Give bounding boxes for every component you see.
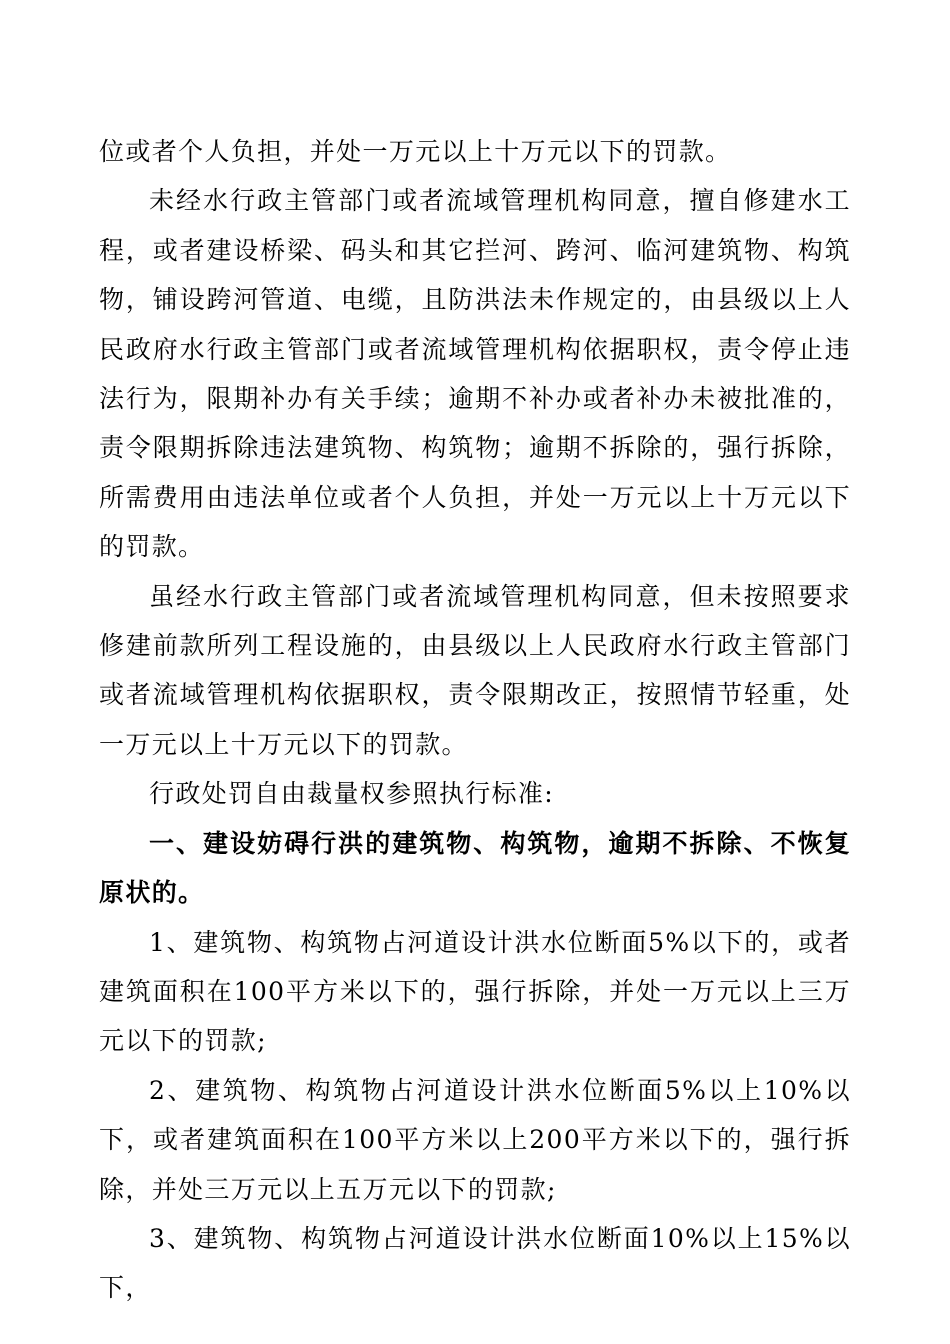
paragraph-discretion-standard: 行政处罚自由裁量权参照执行标准:: [149, 779, 555, 809]
list-item-2: 2、建筑物、构筑物占河道设计洪水位断面5%以上10%以下，或者建筑面积在100平方米以上200平方米以下的，强行拆除，并处三万元以上五万元以下的罚款;: [99, 1075, 851, 1204]
list-item-3: 3、建筑物、构筑物占河道设计洪水位断面10%以上15%以下，: [99, 1223, 851, 1303]
list-item-1: 1、建筑物、构筑物占河道设计洪水位断面5%以下的，或者建筑面积在100平方米以下的，强行拆除，并处一万元以上三万元以下的罚款;: [99, 927, 851, 1056]
section-heading-1: 一、建设妨碍行洪的建筑物、构筑物，逾期不拆除、不恢复原状的。: [99, 828, 851, 908]
paragraph-unauthorized-construction: 未经水行政主管部门或者流域管理机构同意，擅自修建水工程，或者建设桥梁、码头和其它拦河、跨河、临河建筑物、构筑物，铺设跨河管道、电缆，且防洪法未作规定的，由县级以上人民政府水行政主管部门或者流域管理机构依据职权，责令停止违法行为，限期补办有关手续；逾期不补办或者补办未被批准的，责令限期拆除违法建筑物、构筑物；逾期不拆除的，强行拆除，所需费用由违法单位或者个人负担，并处一万元以上十万元以下的罚款。: [99, 186, 851, 562]
document-page: [99, 127, 851, 1313]
paragraph-continuation: 位或者个人负担，并处一万元以上十万元以下的罚款。: [99, 137, 732, 166]
paragraph-noncompliant-construction: 虽经水行政主管部门或者流域管理机构同意，但未按照要求修建前款所列工程设施的，由县级以上人民政府水行政主管部门或者流域管理机构依据职权，责令限期改正，按照情节轻重，处一万元以上十万元以下的罚款。: [99, 581, 851, 759]
